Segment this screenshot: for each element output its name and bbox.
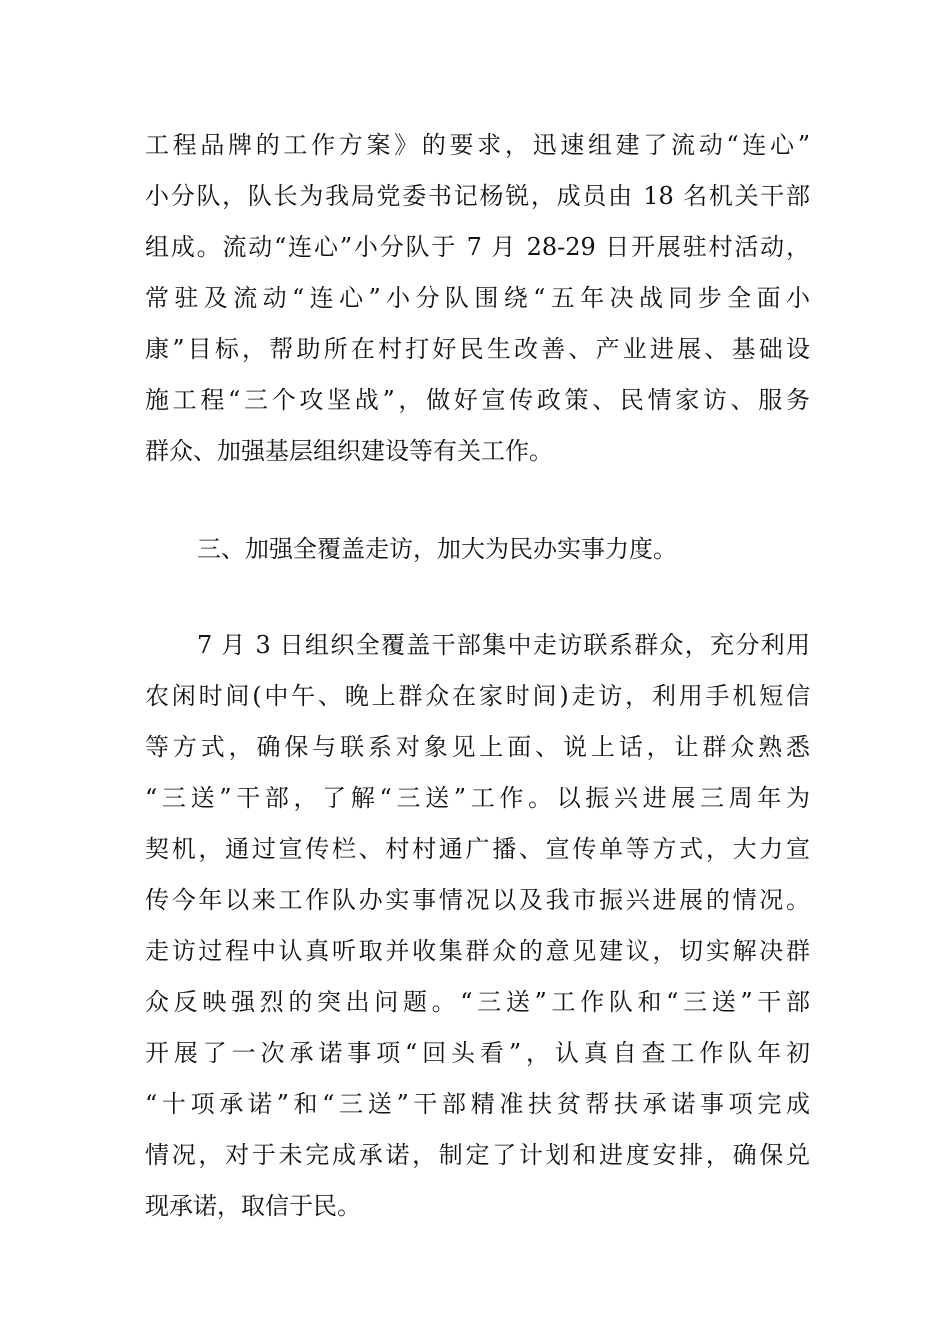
section-heading-text: 三、加强全覆盖走访，加大为民办实事力度。 bbox=[197, 535, 677, 563]
paragraph-line: 7 月 3 日组织全覆盖干部集中走访联系群众，充分利用 bbox=[197, 631, 810, 659]
paragraph-visits bbox=[145, 620, 810, 1232]
paragraph-line: 众反映强烈的突出问题。“三送”工作队和“三送”干部 bbox=[145, 988, 810, 1016]
paragraph-line: 小分队，队长为我局党委书记杨锐，成员由 18 名机关干部 bbox=[145, 182, 810, 210]
paragraph-line: 工程品牌的工作方案》的要求，迅速组建了流动“连心” bbox=[145, 131, 810, 159]
paragraph-line: 走访过程中认真听取并收集群众的意见建议，切实解决群 bbox=[145, 937, 810, 965]
paragraph-line: 康”目标，帮助所在村打好民生改善、产业进展、基础设 bbox=[145, 335, 810, 363]
paragraph-line: “十项承诺”和“三送”干部精准扶贫帮扶承诺事项完成 bbox=[145, 1090, 810, 1118]
paragraph-line: “三送”干部，了解“三送”工作。以振兴进展三周年为 bbox=[145, 784, 810, 812]
paragraph-line: 农闲时间(中午、晚上群众在家时间)走访，利用手机短信 bbox=[145, 682, 810, 710]
paragraph-line: 传今年以来工作队办实事情况以及我市振兴进展的情况。 bbox=[145, 886, 810, 914]
paragraph-line: 情况，对于未完成承诺，制定了计划和进度安排，确保兑 bbox=[145, 1141, 810, 1169]
paragraph-line: 群众、加强基层组织建设等有关工作。 bbox=[145, 437, 553, 465]
paragraph-line: 契机，通过宣传栏、村村通广播、宣传单等方式，大力宣 bbox=[145, 835, 810, 863]
paragraph-line: 开展了一次承诺事项“回头看”，认真自查工作队年初 bbox=[145, 1039, 810, 1067]
paragraph-line: 施工程“三个攻坚战”，做好宣传政策、民情家访、服务 bbox=[145, 386, 810, 414]
paragraph-work-team bbox=[145, 120, 810, 477]
section-heading bbox=[145, 524, 810, 575]
paragraph-line: 常驻及流动“连心”小分队围绕“五年决战同步全面小 bbox=[145, 284, 810, 312]
paragraph-line: 组成。流动“连心”小分队于 7 月 28-29 日开展驻村活动， bbox=[145, 233, 810, 261]
paragraph-line: 等方式，确保与联系对象见上面、说上话，让群众熟悉 bbox=[145, 733, 810, 761]
paragraph-line: 现承诺，取信于民。 bbox=[145, 1192, 361, 1220]
